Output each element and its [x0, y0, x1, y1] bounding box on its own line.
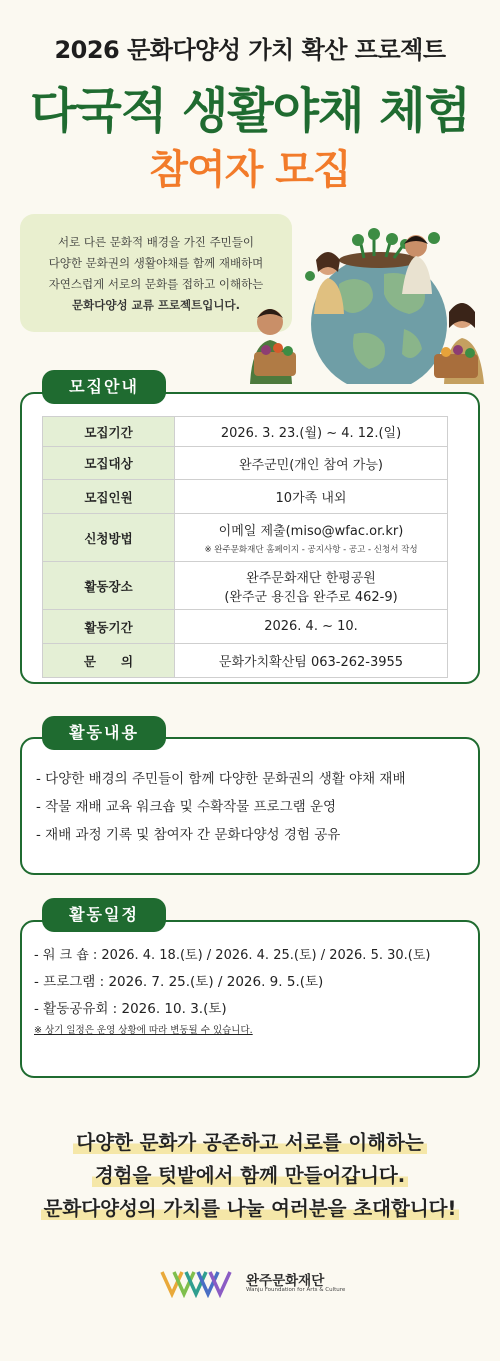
globe-illustration	[244, 214, 494, 384]
list-item: - 작물 재배 교육 워크숍 및 수확작물 프로그램 운영	[36, 799, 337, 815]
list-item: - 프로그램 : 2026. 7. 25.(토) / 2026. 9. 5.(토)	[34, 974, 324, 990]
table-key: 신청방법	[43, 514, 175, 562]
closing-line: 경험을 텃밭에서 함께 만들어갑니다.	[92, 1164, 408, 1187]
apply-method-note: ※ 완주문화재단 홈페이지 - 공지사항 - 공고 - 신청서 작성	[204, 545, 418, 555]
recruit-table	[42, 416, 448, 678]
table-row	[43, 610, 448, 644]
table-key: 활동기간	[43, 610, 175, 644]
main-title-recruit: 참여자 모집	[149, 147, 351, 193]
activities-section	[20, 737, 480, 875]
table-row	[43, 562, 448, 610]
table-key: 활동장소	[43, 562, 175, 610]
table-value: 10가족 내외	[175, 480, 448, 514]
table-key: 모집대상	[43, 447, 175, 480]
logo-name: 완주문화재단	[246, 1273, 325, 1289]
location-value: 완주문화재단 한평공원	[246, 570, 376, 586]
list-item: - 재배 과정 기록 및 참여자 간 문화다양성 경험 공유	[36, 827, 341, 843]
location-address: (완주군 용진읍 완주로 462-9)	[224, 589, 398, 605]
table-row	[43, 417, 448, 447]
table-value: 2026. 4. ~ 10.	[175, 610, 448, 644]
main-title: 다국적 생활야채 체험	[30, 83, 470, 139]
table-row	[43, 644, 448, 678]
activities-section-label: 활동내용	[42, 716, 166, 750]
intro-line: 자연스럽게 서로의 문화를 접하고 이해하는	[48, 277, 264, 291]
intro-line: 문화다양성 교류 프로젝트입니다.	[72, 298, 240, 312]
table-value: 완주군민(개인 참여 가능)	[175, 447, 448, 480]
table-key: 모집기간	[43, 417, 175, 447]
list-item: - 다양한 배경의 주민들이 함께 다양한 문화권의 생활 야채 재배	[36, 771, 406, 787]
schedule-section	[20, 920, 480, 1078]
recruit-section-label: 모집안내	[42, 370, 166, 404]
recruit-section	[20, 392, 480, 684]
list-item: - 워 크 숍 : 2026. 4. 18.(토) / 2026. 4. 25.(토) / 2026. 5. 30.(토)	[34, 948, 431, 963]
table-key: 문 의	[43, 644, 175, 678]
apply-method-value: 이메일 제출(miso@wfac.or.kr)	[218, 524, 404, 539]
list-item: - 활동공유회 : 2026. 10. 3.(토)	[34, 1001, 227, 1017]
foundation-logo	[160, 1268, 350, 1298]
table-row	[43, 480, 448, 514]
table-value-cell	[175, 562, 448, 610]
foundation-logo-mark	[160, 1268, 242, 1298]
closing-message	[0, 1126, 500, 1225]
closing-line: 문화다양성의 가치를 나눌 여러분을 초대합니다!	[41, 1197, 460, 1220]
table-value: 문화가치확산팀 063-262-3955	[175, 644, 448, 678]
table-row	[43, 447, 448, 480]
table-value: 2026. 3. 23.(월) ~ 4. 12.(일)	[175, 417, 448, 447]
table-value-cell	[175, 514, 448, 562]
closing-line: 다양한 문화가 공존하고 서로를 이해하는	[73, 1131, 426, 1154]
schedule-section-label: 활동일정	[42, 898, 166, 932]
schedule-footnote: ※ 상기 일정은 운영 상황에 따라 변동될 수 있습니다.	[34, 1025, 253, 1036]
table-key: 모집인원	[43, 480, 175, 514]
intro-line: 서로 다른 문화적 배경을 가진 주민들이	[57, 235, 255, 249]
logo-subtitle: Wanju Foundation for Arts & Culture	[246, 1287, 346, 1293]
intro-line: 다양한 문화권의 생활야채를 함께 재배하며	[48, 256, 264, 270]
table-row	[43, 514, 448, 562]
subtitle: 2026 문화다양성 가치 확산 프로젝트	[54, 36, 446, 64]
